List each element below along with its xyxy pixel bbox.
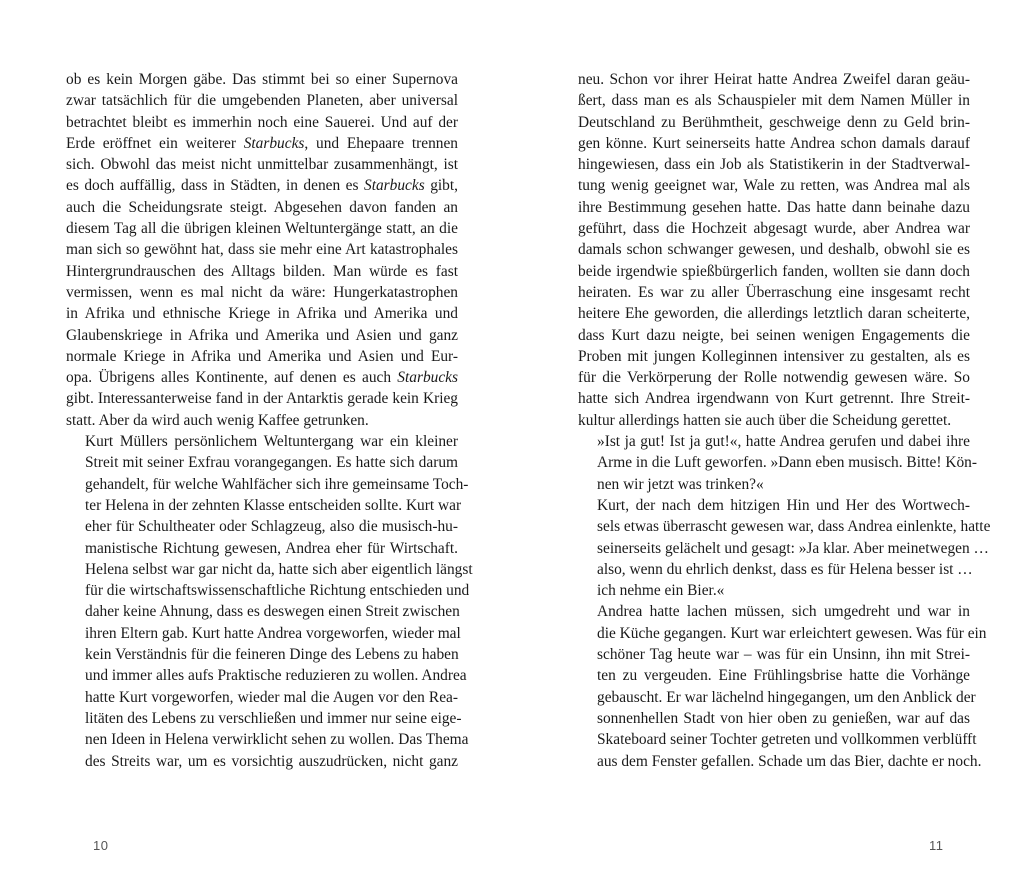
text-line: gehandelt, für welche Wahlfächer sich ihre gemeinsame Toch- (85, 475, 469, 493)
text-line: dass Kurt dazu neigte, bei seinen wenigen Engagements die (578, 326, 970, 344)
text-line: gen könne. Kurt seinerseits hatte Andrea schon damals darauf (578, 134, 970, 152)
text-line: nen Ideen in Helena verwirklicht sehen zu wollen. Das Thema (85, 731, 469, 749)
text-line: ter Helena in der zehnten Klasse entscheiden sollte. Kurt war (85, 496, 462, 514)
text-line: Proben mit jungen Kolleginnen intensiver zu gestalten, als es (578, 347, 970, 365)
text-line: ßert, dass man es als Schauspieler mit dem Namen Müller in (578, 92, 970, 110)
right-page-body (578, 69, 991, 772)
paragraph (578, 69, 970, 431)
paragraph (578, 431, 977, 495)
text-line: opa. Übrigens alles Kontinente, auf denen es auch Starbucks (66, 369, 458, 387)
text-line: Erde eröffnet ein weiterer Starbucks, und Ehepaare trennen (66, 134, 458, 152)
page-number-left: 10 (93, 838, 109, 853)
text-line: ihren Eltern gab. Kurt hatte Andrea vorgeworfen, wieder mal (85, 624, 461, 642)
text-line: kein Verständnis für die feineren Dinge des Lebens zu haben (85, 646, 459, 664)
right-page (578, 69, 991, 772)
text-line: nen wir jetzt was trinken?« (597, 475, 764, 493)
text-line: Kurt, der nach dem hitzigen Hin und Her des Wortwech- (597, 496, 970, 514)
text-line: zwar tatsächlich für die umgebenden Planeten, aber universal (66, 92, 458, 110)
text-line: eher für Schultheater oder Schlagzeug, also die musisch-hu- (85, 518, 458, 536)
text-line: tung wenig geeignet war, Wale zu retten, was Andrea mal als (578, 177, 970, 195)
paragraph (578, 495, 991, 601)
text-line: manistische Richtung gewesen, Andrea eher für Wirtschaft. (85, 539, 458, 557)
text-line: Andrea hatte lachen müssen, sich umgedreht und war in (597, 603, 970, 621)
text-line: und immer alles aufs Praktische reduzieren zu wollen. Andrea (85, 667, 467, 685)
text-line: Kurt Müllers persönlichem Weltuntergang war ein kleiner (85, 433, 458, 451)
text-line: statt. Aber da wird auch wenig Kaffee getrunken. (66, 411, 369, 429)
text-line: geführt, dass die Hochzeit abgesagt wurde, aber Andrea war (578, 220, 970, 238)
text-line: auch die Scheidungsrate steigt. Abgesehen davon fanden an (66, 198, 458, 216)
text-line: schöner Tag heute war – was für ein Unsinn, ihn mit Strei- (597, 646, 970, 664)
paragraph (66, 69, 458, 431)
text-line: Deutschland zu Berühmtheit, geschweige denn zu Geld brin- (578, 113, 970, 131)
text-line: für die Verkörperung der Rolle notwendig gewesen wäre. So (578, 369, 970, 387)
text-line: seinerseits gelächelt und gesagt: »Ja klar. Aber meinetwegen … (597, 539, 989, 557)
text-line: Hintergrundrauschen des Alltags bilden. Man würde es fast (66, 262, 458, 280)
text-line: normale Kriege in Afrika und Amerika und Asien und Eur- (66, 347, 458, 365)
text-line: ihre Bestimmung gesehen hatte. Das hatte dann beinahe dazu (578, 198, 970, 216)
text-line: vermissen, wenn es mal nicht da wäre: Hungerkatastrophen (66, 283, 458, 301)
text-line: also, wenn du ehrlich denkst, dass es für Helena besser ist … (597, 560, 973, 578)
text-line: hingewiesen, dass ein Job als Statistikerin in der Stadtverwal- (578, 156, 970, 174)
text-line: ten zu vergeuden. Eine Frühlingsbrise hatte die Vorhänge (597, 667, 970, 685)
text-line: Streit mit seiner Exfrau vorangegangen. Es hatte sich darum (85, 454, 458, 472)
paragraph (578, 601, 987, 771)
text-line: hatte sich Andrea irgendwann von Kurt getrennt. Ihre Streit- (578, 390, 970, 408)
text-line: ob es kein Morgen gäbe. Das stimmt bei so einer Supernova (66, 71, 458, 88)
text-line: damals schon schwanger gewesen, und deshalb, obwohl sie es (578, 241, 970, 259)
text-line: Glaubenskriege in Afrika und Amerika und Asien und ganz (66, 326, 458, 344)
text-line: gebauscht. Er war lächelnd hingegangen, um den Anblick der (597, 688, 976, 706)
text-line: daher keine Ahnung, dass es deswegen einen Streit zwischen (85, 603, 460, 621)
text-line: Helena selbst war gar nicht da, hatte sich aber eigentlich längst (85, 560, 473, 578)
text-line: sich. Obwohl das meist nicht unmittelbar zusammenhängt, ist (66, 156, 458, 174)
text-line: Arme in die Luft geworfen. »Dann eben musisch. Bitte! Kön- (597, 454, 977, 472)
text-line: betrachtet bleibt es immerhin noch eine Sauerei. Und auf der (66, 113, 458, 131)
text-line: man sich so gewöhnt hat, dass sie mehr eine Art katastrophales (66, 241, 458, 259)
left-page-body (66, 69, 473, 772)
text-line: für die wirtschaftswissenschaftliche Richtung entschieden und (85, 582, 470, 600)
text-line: sels etwas überrascht gewesen war, dass Andrea einlenkte, hatte (597, 518, 991, 536)
text-line: es doch auffällig, dass in Städten, in denen es Starbucks gibt, (66, 177, 458, 195)
text-line: »Ist ja gut! Ist ja gut!«, hatte Andrea gerufen und dabei ihre (597, 433, 970, 451)
text-line: in Afrika und ethnische Kriege in Afrika und Amerika und (66, 305, 458, 323)
text-line: kultur allerdings hatten sie auch über die Scheidung gerettet. (578, 411, 952, 429)
text-line: Skateboard seiner Tochter getreten und vollkommen verblüfft (597, 731, 977, 749)
text-line: litäten des Lebens zu verschließen und immer nur seine eige- (85, 709, 462, 727)
text-line: heitere Ehe geworden, die allerdings letztlich daran scheiterte, (578, 305, 970, 323)
text-line: des Streits war, um es vorsichtig auszudrücken, nicht ganz (85, 752, 458, 770)
left-page (66, 69, 473, 772)
text-line: neu. Schon vor ihrer Heirat hatte Andrea Zweifel daran geäu- (578, 71, 970, 88)
text-line: sonnenhellen Stadt von hier oben zu genießen, war auf das (597, 709, 970, 727)
text-line: beide irgendwie spießbürgerlich fanden, wollten sie dann doch (578, 262, 970, 280)
page-number-right: 11 (929, 838, 944, 853)
text-line: hatte Kurt vorgeworfen, wieder mal die Augen vor den Rea- (85, 688, 458, 706)
text-line: die Küche gegangen. Kurt war erleichtert gewesen. Was für ein (597, 624, 987, 642)
text-line: ich nehme ein Bier.« (597, 582, 725, 600)
text-line: diesem Tag all die übrigen kleinen Weltuntergänge statt, an die (66, 220, 458, 238)
paragraph (66, 431, 473, 772)
text-line: gibt. Interessanterweise fand in der Antarktis gerade kein Krieg (66, 390, 458, 408)
text-line: aus dem Fenster gefallen. Schade um das Bier, dachte er noch. (597, 752, 982, 770)
text-line: heiraten. Es war zu aller Überraschung eine insgesamt recht (578, 283, 970, 301)
